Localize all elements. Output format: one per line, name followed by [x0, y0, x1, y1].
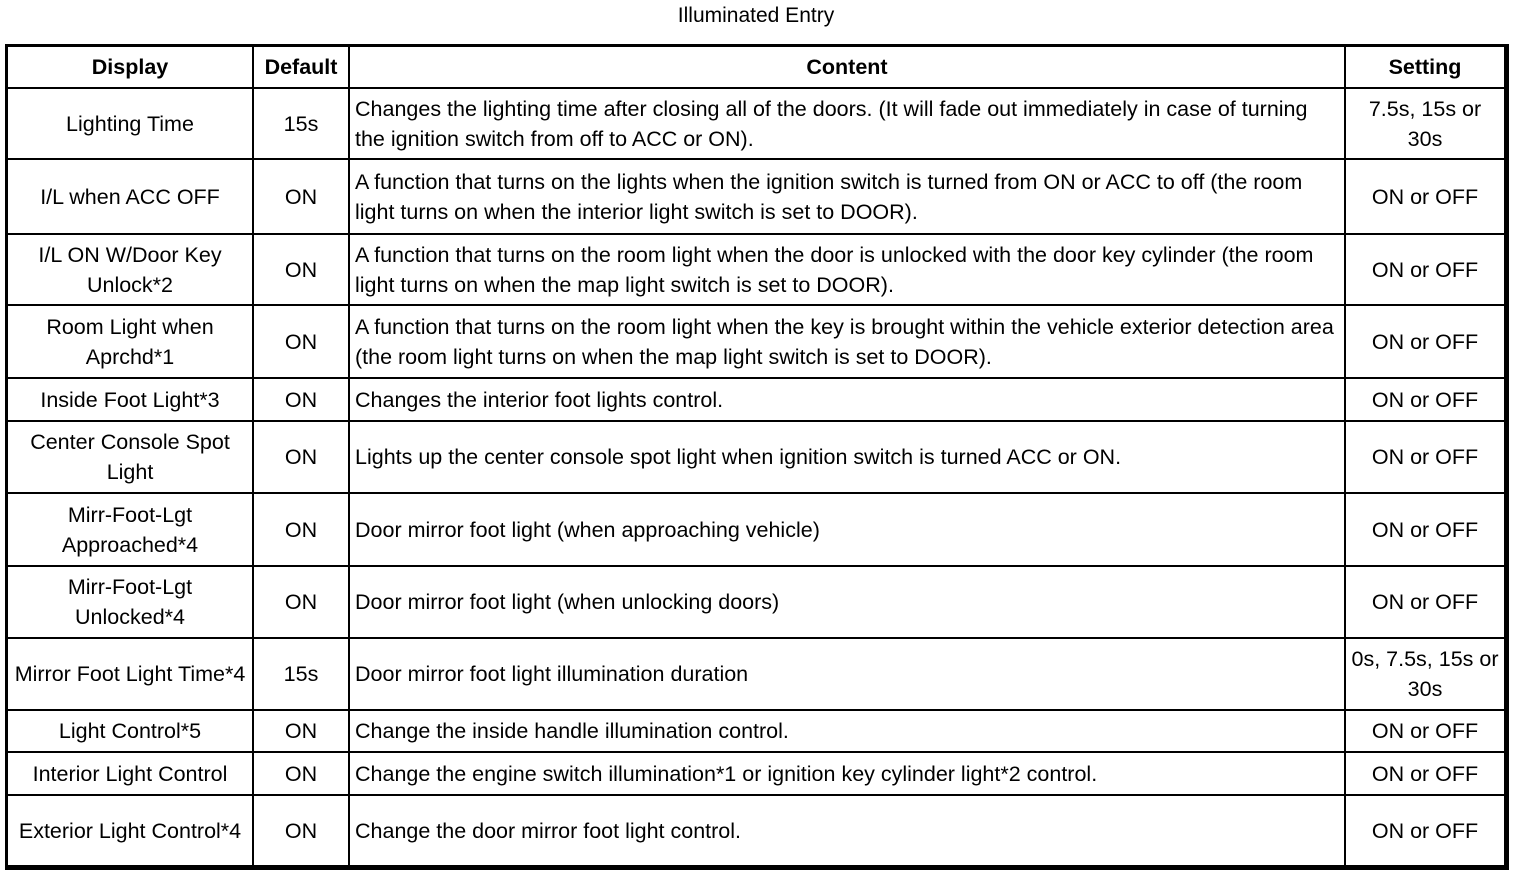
table-row: [8, 493, 1504, 566]
cell-content: A function that turns on the room light when the door is unlocked with the door key cylinder (the room light turns on when the map light switch is set to DOOR).: [349, 234, 1345, 305]
header-display: Display: [8, 47, 253, 88]
cell-default: ON: [253, 421, 349, 493]
cell-default: ON: [253, 493, 349, 566]
cell-default: 15s: [253, 88, 349, 159]
cell-default: ON: [253, 752, 349, 795]
cell-default: ON: [253, 795, 349, 865]
cell-display: Mirr-Foot-Lgt Approached*4: [8, 493, 253, 566]
cell-display: Interior Light Control: [8, 752, 253, 795]
cell-display: I/L ON W/Door Key Unlock*2: [8, 234, 253, 305]
table-title: Illuminated Entry: [677, 4, 835, 27]
settings-table-frame: [5, 44, 1509, 870]
settings-table: [8, 47, 1504, 865]
cell-default: ON: [253, 378, 349, 421]
cell-setting: ON or OFF: [1345, 710, 1504, 752]
cell-default: 15s: [253, 638, 349, 710]
cell-content: Change the inside handle illumination control.: [349, 710, 1345, 752]
cell-display: Light Control*5: [8, 710, 253, 752]
cell-display: Mirr-Foot-Lgt Unlocked*4: [8, 566, 253, 638]
table-row: [8, 88, 1504, 159]
cell-default: ON: [253, 159, 349, 234]
cell-setting: 0s, 7.5s, 15s or 30s: [1345, 638, 1504, 710]
cell-content: Changes the interior foot lights control.: [349, 378, 1345, 421]
cell-content: Change the door mirror foot light control.: [349, 795, 1345, 865]
table-row: [8, 795, 1504, 865]
header-setting: Setting: [1345, 47, 1504, 88]
cell-content: A function that turns on the lights when the ignition switch is turned from ON or ACC to off (the room light turns on when the interior light switch is set to DOOR).: [349, 159, 1345, 234]
table-row: [8, 378, 1504, 421]
cell-setting: ON or OFF: [1345, 493, 1504, 566]
cell-display: Mirror Foot Light Time*4: [8, 638, 253, 710]
cell-setting: ON or OFF: [1345, 421, 1504, 493]
cell-display: I/L when ACC OFF: [8, 159, 253, 234]
table-row: [8, 234, 1504, 305]
table-row: [8, 566, 1504, 638]
cell-default: ON: [253, 305, 349, 378]
cell-setting: ON or OFF: [1345, 378, 1504, 421]
table-row: [8, 752, 1504, 795]
cell-content: A function that turns on the room light when the key is brought within the vehicle exterior detection area (the room light turns on when the map light switch is set to DOOR).: [349, 305, 1345, 378]
cell-setting: ON or OFF: [1345, 305, 1504, 378]
cell-content: Change the engine switch illumination*1 or ignition key cylinder light*2 control.: [349, 752, 1345, 795]
cell-setting: ON or OFF: [1345, 234, 1504, 305]
cell-default: ON: [253, 234, 349, 305]
cell-content: Changes the lighting time after closing all of the doors. (It will fade out immediately in case of turning the ignition switch from off to ACC or ON).: [349, 88, 1345, 159]
header-row: [8, 47, 1504, 88]
cell-default: ON: [253, 566, 349, 638]
table-row: [8, 710, 1504, 752]
cell-content: Lights up the center console spot light when ignition switch is turned ACC or ON.: [349, 421, 1345, 493]
table-row: [8, 159, 1504, 234]
header-default: Default: [253, 47, 349, 88]
cell-setting: 7.5s, 15s or 30s: [1345, 88, 1504, 159]
cell-display: Inside Foot Light*3: [8, 378, 253, 421]
cell-content: Door mirror foot light (when approaching vehicle): [349, 493, 1345, 566]
cell-default: ON: [253, 710, 349, 752]
cell-setting: ON or OFF: [1345, 566, 1504, 638]
cell-display: Lighting Time: [8, 88, 253, 159]
cell-display: Room Light when Aprchd*1: [8, 305, 253, 378]
table-row: [8, 305, 1504, 378]
header-content: Content: [349, 47, 1345, 88]
table-row: [8, 421, 1504, 493]
cell-content: Door mirror foot light illumination duration: [349, 638, 1345, 710]
cell-setting: ON or OFF: [1345, 752, 1504, 795]
table-row: [8, 638, 1504, 710]
cell-display: Exterior Light Control*4: [8, 795, 253, 865]
cell-content: Door mirror foot light (when unlocking doors): [349, 566, 1345, 638]
cell-display: Center Console Spot Light: [8, 421, 253, 493]
cell-setting: ON or OFF: [1345, 159, 1504, 234]
cell-setting: ON or OFF: [1345, 795, 1504, 865]
